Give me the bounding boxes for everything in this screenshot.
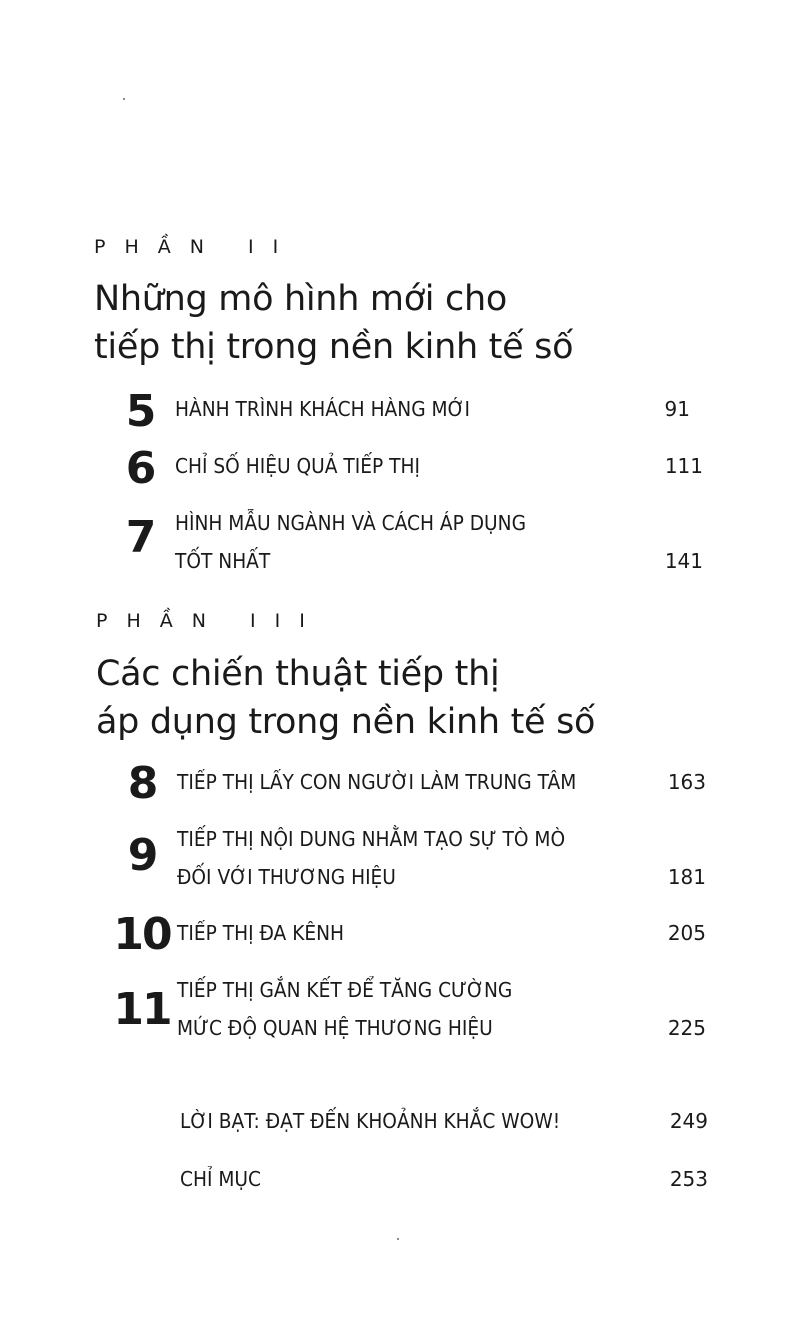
chapter-number-11: 11 bbox=[113, 984, 171, 1035]
index-title[interactable]: CHỈ MỤC bbox=[180, 1167, 262, 1191]
chapter-6-page: 111 bbox=[664, 454, 703, 478]
chapter-10-title[interactable] bbox=[177, 914, 344, 952]
chapter-7-page: 141 bbox=[664, 549, 703, 573]
part-2-title-line-2: tiếp thị trong nền kinh tế số bbox=[94, 327, 574, 367]
chapter-6-title[interactable] bbox=[175, 447, 420, 485]
chapter-number-10: 10 bbox=[113, 909, 171, 960]
part-3-label: PHẦN III bbox=[96, 610, 324, 632]
part-3-title-line-1: Các chiến thuật tiếp thị bbox=[96, 654, 500, 694]
chapter-7-title-line-2: TỐT NHẤT bbox=[175, 549, 271, 573]
chapter-9-title-line-2: ĐỐI VỚI THƯƠNG HIỆU bbox=[177, 865, 396, 889]
chapter-7-title[interactable] bbox=[175, 504, 526, 580]
chapter-11-title-line-1: TIẾP THỊ GẮN KẾT ĐỂ TĂNG CƯỜNG bbox=[177, 978, 513, 1002]
chapter-8-page: 163 bbox=[667, 770, 706, 794]
chapter-8-title[interactable] bbox=[177, 763, 576, 801]
scan-speck bbox=[123, 98, 125, 100]
chapter-11-title-line-2: MỨC ĐỘ QUAN HỆ THƯƠNG HIỆU bbox=[177, 1016, 493, 1040]
part-2-title bbox=[94, 275, 573, 371]
chapter-5-page: 91 bbox=[664, 397, 690, 421]
part-3-title-line-2: áp dụng trong nền kinh tế số bbox=[96, 702, 596, 742]
part-2-label: PHẦN II bbox=[94, 236, 298, 258]
chapter-number-9: 9 bbox=[127, 830, 157, 881]
chapter-6-title-line-1: CHỈ SỐ HIỆU QUẢ TIẾP THỊ bbox=[175, 454, 420, 478]
chapter-11-page: 225 bbox=[667, 1016, 706, 1040]
chapter-5-title[interactable] bbox=[175, 390, 470, 428]
chapter-11-title[interactable] bbox=[177, 971, 512, 1047]
chapter-number-8: 8 bbox=[127, 758, 157, 809]
chapter-5-title-line-1: HÀNH TRÌNH KHÁCH HÀNG MỚI bbox=[175, 397, 471, 421]
afterword-title[interactable]: LỜI BẠT: ĐẠT ĐẾN KHOẢNH KHẮC WOW! bbox=[180, 1109, 561, 1133]
chapter-9-title[interactable] bbox=[177, 820, 565, 896]
index-page: 253 bbox=[669, 1167, 708, 1191]
chapter-10-page: 205 bbox=[667, 921, 706, 945]
scan-speck bbox=[397, 1238, 399, 1240]
chapter-7-title-line-1: HÌNH MẪU NGÀNH VÀ CÁCH ÁP DỤNG bbox=[175, 511, 527, 535]
part-3-title bbox=[96, 650, 595, 746]
afterword-page: 249 bbox=[669, 1109, 708, 1133]
part-2-title-line-1: Những mô hình mới cho bbox=[94, 279, 507, 319]
chapter-number-5: 5 bbox=[125, 386, 155, 437]
chapter-8-title-line-1: TIẾP THỊ LẤY CON NGƯỜI LÀM TRUNG TÂM bbox=[177, 770, 577, 794]
chapter-number-7: 7 bbox=[125, 512, 155, 563]
chapter-9-page: 181 bbox=[667, 865, 706, 889]
chapter-10-title-line-1: TIẾP THỊ ĐA KÊNH bbox=[177, 921, 345, 945]
chapter-number-6: 6 bbox=[125, 443, 155, 494]
chapter-9-title-line-1: TIẾP THỊ NỘI DUNG NHẰM TẠO SỰ TÒ MÒ bbox=[177, 827, 566, 851]
